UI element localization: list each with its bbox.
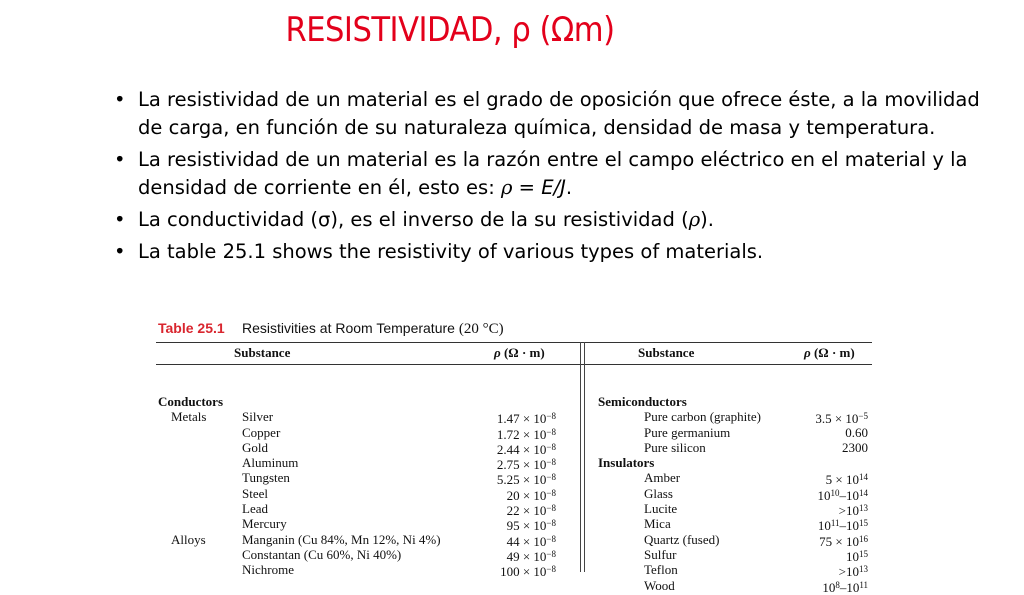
table-body bbox=[156, 342, 872, 595]
value-exponent: 16 bbox=[859, 533, 868, 544]
value-exponent: −8 bbox=[546, 503, 556, 514]
value-exponent: −8 bbox=[546, 564, 556, 575]
header-rho: ρ bbox=[804, 345, 811, 360]
value-mantissa: 20 × 10 bbox=[506, 487, 547, 503]
value-exponent: −8 bbox=[546, 457, 556, 468]
value-prefix-exponent: 8 bbox=[835, 579, 840, 590]
substance-name: Pure carbon (graphite) bbox=[644, 409, 761, 425]
bullet-icon: • bbox=[114, 240, 126, 263]
bullet-text-end: ). bbox=[700, 208, 714, 231]
table-row bbox=[596, 440, 872, 455]
table-right-rows bbox=[596, 394, 872, 593]
table-row bbox=[156, 532, 580, 547]
resistivity-value bbox=[766, 425, 868, 440]
value-exponent: 14 bbox=[859, 487, 868, 498]
value-exponent: −8 bbox=[546, 426, 556, 437]
rho-symbol: ρ bbox=[500, 176, 513, 199]
substance-name: Sulfur bbox=[644, 546, 677, 562]
resistivity-value bbox=[456, 562, 556, 579]
bullet-text: La resistividad de un material es el grado de oposición que ofrece éste, a la movilidad de carga, en función de su naturaleza química, densidad de masa y temperatura. bbox=[138, 88, 980, 139]
value-prefix-exponent: 10 bbox=[830, 487, 840, 498]
value-mantissa: 49 × 10 bbox=[506, 548, 547, 564]
table-row bbox=[596, 532, 872, 547]
value-mantissa: 5 × 10 bbox=[825, 472, 859, 488]
table-row bbox=[596, 486, 872, 501]
value-exponent: 13 bbox=[859, 503, 868, 514]
table-row bbox=[156, 409, 580, 427]
table-title bbox=[242, 320, 504, 338]
value-mantissa: 2.75 × 10 bbox=[496, 457, 547, 473]
value-mantissa: 44 × 10 bbox=[506, 533, 547, 549]
table-row bbox=[156, 516, 580, 534]
bullet-icon: • bbox=[114, 148, 126, 171]
group-label: Insulators bbox=[598, 455, 655, 471]
resistivity-value bbox=[766, 440, 868, 455]
substance-name: Manganin (Cu 84%, Mn 12%, Ni 4%) bbox=[242, 531, 441, 547]
substance-name: Mica bbox=[644, 516, 671, 532]
table-row bbox=[596, 394, 872, 409]
substance-name: Copper bbox=[242, 424, 281, 440]
substance-name: Quartz (fused) bbox=[644, 531, 720, 547]
table-row bbox=[596, 409, 872, 427]
header-resistivity-right bbox=[804, 345, 855, 361]
value-prefix: 10 bbox=[817, 518, 831, 534]
substance-name: Pure germanium bbox=[644, 424, 731, 440]
value-prefix: 10 bbox=[817, 487, 831, 503]
table-row bbox=[156, 425, 580, 440]
bullet-text: La resistividad de un material es la razón entre el campo eléctrico en el material y la densidad de corriente en él, esto es: bbox=[138, 148, 968, 199]
substance-name: Wood bbox=[644, 577, 675, 593]
value-mantissa: 0.60 bbox=[845, 424, 868, 440]
table-row bbox=[156, 562, 580, 580]
header-substance-left: Substance bbox=[234, 345, 291, 360]
value-mantissa: 3.5 × 10 bbox=[815, 411, 859, 427]
table-row bbox=[156, 470, 580, 488]
bullet-item bbox=[112, 206, 982, 234]
slide-title: RESISTIVIDAD, ρ (Ωm) bbox=[285, 10, 615, 50]
bullet-item bbox=[112, 86, 982, 142]
substance-name: Amber bbox=[644, 470, 681, 486]
substance-name: Steel bbox=[242, 485, 268, 501]
category-label: Metals bbox=[171, 409, 207, 425]
table-column-divider bbox=[580, 342, 585, 572]
table-top-rule bbox=[156, 342, 872, 343]
value-exponent: −8 bbox=[546, 548, 556, 559]
table-row bbox=[156, 547, 580, 562]
value-mantissa: 2.44 × 10 bbox=[496, 441, 547, 457]
table-row bbox=[596, 470, 872, 488]
bullet-icon: • bbox=[114, 208, 126, 231]
value-mantissa: >10 bbox=[838, 564, 859, 580]
value-exponent: −8 bbox=[546, 411, 556, 422]
bullet-icon: • bbox=[114, 88, 126, 111]
group-label: Conductors bbox=[158, 394, 224, 409]
table-row bbox=[596, 516, 872, 534]
value-exponent: −8 bbox=[546, 518, 556, 529]
substance-name: Nichrome bbox=[242, 562, 294, 578]
category-label: Alloys bbox=[171, 531, 206, 547]
bullet-list bbox=[112, 86, 982, 270]
substance-name: Mercury bbox=[242, 516, 287, 532]
value-mantissa: 22 × 10 bbox=[506, 503, 547, 519]
value-exponent: −5 bbox=[858, 411, 868, 422]
value-mantissa: 2300 bbox=[842, 439, 868, 455]
substance-name: Gold bbox=[242, 439, 268, 455]
formula: = E/J bbox=[512, 176, 566, 199]
header-rho: ρ bbox=[494, 345, 501, 360]
value-exponent: 11 bbox=[859, 579, 868, 590]
table-row bbox=[156, 394, 580, 409]
value-mantissa: 1.47 × 10 bbox=[496, 411, 547, 427]
substance-name: Tungsten bbox=[242, 470, 290, 486]
value-mantissa: >10 bbox=[838, 503, 859, 519]
substance-name: Glass bbox=[644, 485, 673, 501]
value-mantissa: 10 bbox=[846, 548, 859, 564]
table-row bbox=[156, 440, 580, 455]
substance-name: Teflon bbox=[644, 562, 678, 578]
table-caption-text: Resistivities at Room Temperature bbox=[242, 320, 455, 336]
value-mantissa: –10 bbox=[839, 487, 859, 503]
value-exponent: −8 bbox=[546, 441, 556, 452]
table-row bbox=[596, 501, 872, 519]
value-mantissa: –10 bbox=[839, 579, 860, 595]
table-left-rows bbox=[156, 394, 580, 578]
value-mantissa: 95 × 10 bbox=[506, 518, 547, 534]
value-prefix-exponent: 11 bbox=[830, 518, 840, 529]
table-row bbox=[596, 547, 872, 562]
substance-name: Silver bbox=[242, 409, 274, 425]
value-mantissa: –10 bbox=[839, 518, 859, 534]
value-mantissa: 100 × 10 bbox=[500, 564, 547, 580]
table-temperature: (20 °C) bbox=[458, 321, 504, 337]
table-number: Table 25.1 bbox=[158, 320, 225, 336]
header-substance-right: Substance bbox=[638, 345, 695, 360]
table-row bbox=[156, 455, 580, 473]
substance-name: Lead bbox=[242, 501, 268, 517]
value-exponent: 15 bbox=[859, 518, 868, 529]
bullet-item bbox=[112, 238, 982, 266]
substance-name: Aluminum bbox=[242, 455, 299, 471]
value-mantissa: 5.25 × 10 bbox=[496, 472, 547, 488]
bullet-text: La table 25.1 shows the resistivity of various types of materials. bbox=[138, 240, 764, 263]
substance-name: Lucite bbox=[644, 501, 678, 517]
value-exponent: −8 bbox=[546, 472, 556, 483]
value-prefix: 10 bbox=[822, 579, 836, 595]
header-resistivity-left bbox=[494, 345, 545, 361]
table-row bbox=[596, 455, 872, 470]
value-exponent: 13 bbox=[859, 564, 868, 575]
value-exponent: −8 bbox=[546, 533, 556, 544]
table-row bbox=[596, 578, 872, 593]
table-caption bbox=[156, 318, 872, 342]
resistivity-value bbox=[766, 578, 868, 595]
substance-name: Constantan (Cu 60%, Ni 40%) bbox=[242, 546, 402, 562]
value-exponent: 15 bbox=[859, 548, 868, 559]
table-header-rule bbox=[156, 364, 872, 365]
table-row bbox=[156, 486, 580, 501]
bullet-tail: . bbox=[565, 176, 573, 199]
header-unit: (Ω · m) bbox=[503, 345, 545, 360]
rho-symbol: ρ bbox=[688, 208, 701, 231]
table-row bbox=[596, 562, 872, 580]
value-exponent: 14 bbox=[859, 472, 868, 483]
group-label: Semiconductors bbox=[598, 394, 687, 409]
bullet-text: La conductividad (σ), es el inverso de la su resistividad ( bbox=[138, 208, 689, 231]
value-mantissa: 75 × 10 bbox=[819, 533, 859, 549]
table-row bbox=[596, 425, 872, 440]
value-mantissa: 1.72 × 10 bbox=[496, 426, 547, 442]
resistivity-table bbox=[156, 318, 872, 595]
substance-name: Pure silicon bbox=[644, 439, 706, 455]
bullet-item bbox=[112, 146, 982, 202]
value-exponent: −8 bbox=[546, 487, 556, 498]
header-unit: (Ω · m) bbox=[813, 345, 855, 360]
table-row bbox=[156, 501, 580, 519]
